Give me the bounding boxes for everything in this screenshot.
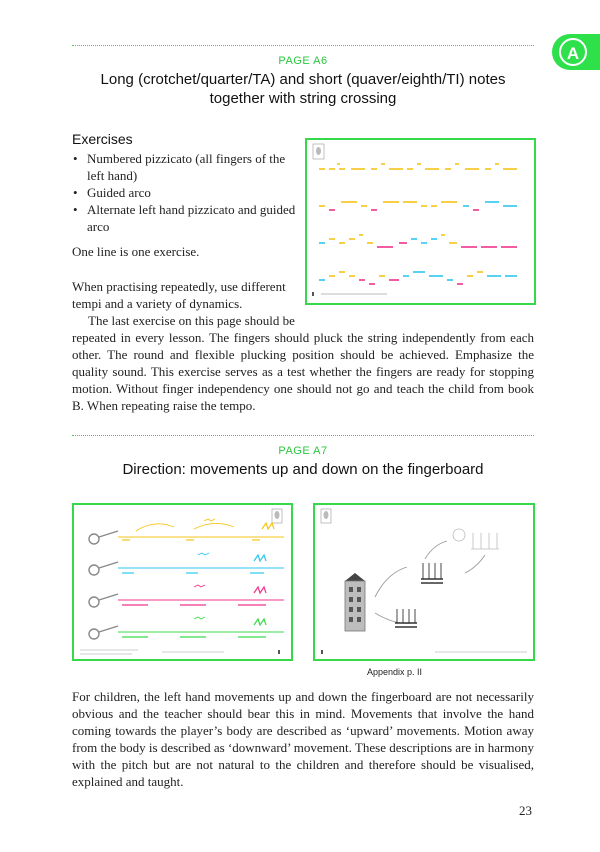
violin-icon [313,144,324,159]
divider-middle [72,435,534,436]
one-line-text: One line is one exercise. [72,244,200,259]
exercise-item: • Numbered pizzicato (all fingers of the left hand) [72,150,297,184]
appendix-caption: Appendix p. II [367,667,423,677]
violin-icon [272,509,282,523]
exercises-heading: Exercises [72,131,133,147]
exercise-item: • Alternate left hand pizzicato and guided arco [72,201,297,235]
building-icon [345,573,365,631]
fingerboard-figure [74,505,291,659]
building-figure [315,505,533,659]
divider-top [72,45,534,46]
page-a7-label: PAGE A7 [278,445,328,457]
note-exercise-figure [307,140,534,303]
last-exercise-text-start: The last exercise on this page should be [88,313,295,328]
page-a6-thumbnail [305,138,536,305]
appendix-thumbnail [313,503,535,661]
page-a6-label: PAGE A6 [278,55,328,67]
sun-icon [453,529,465,541]
page-a6-title: Long (crotchet/quarter/TA) and short (quaver/eighth/TI) notes together with string crossing [100,71,506,107]
chapter-letter: A [559,38,587,66]
exercise-item: • Guided arco [72,184,297,201]
page-number: 23 [519,803,532,818]
page-a7-thumbnail [72,503,293,661]
practising-text: When practising repeatedly, use different tempi and a variety of dynamics. [72,279,286,311]
exercises-list [72,150,297,235]
page-a7-paragraph: For children, the left hand movements up and down the fingerboard are not necessarily obvious and the teacher should bear this in mind. Movements that involve the hand coming towards the player’s body are described as ‘upward’ movements. Motion away from the body is described as ‘downward’ movement. These descriptions are in harmony with the pitch but are not natural to the children and therefore should be visualised, explained and taught. [72,689,534,789]
chapter-tab [552,34,600,70]
last-exercise-text: repeated in every lesson. The fingers should pluck the string independently from each other. The round and flexible plucking position should be achieved. Emphasize the quality sound. This exercise serves as a test whether the fingers are ready for stopping motion. Without finger independency one should not go and teach the child from book B. When repeating raise the tempo. [72,330,534,413]
page-a7-title: Direction: movements up and down on the fingerboard [122,461,484,478]
violin-icon [321,509,331,523]
